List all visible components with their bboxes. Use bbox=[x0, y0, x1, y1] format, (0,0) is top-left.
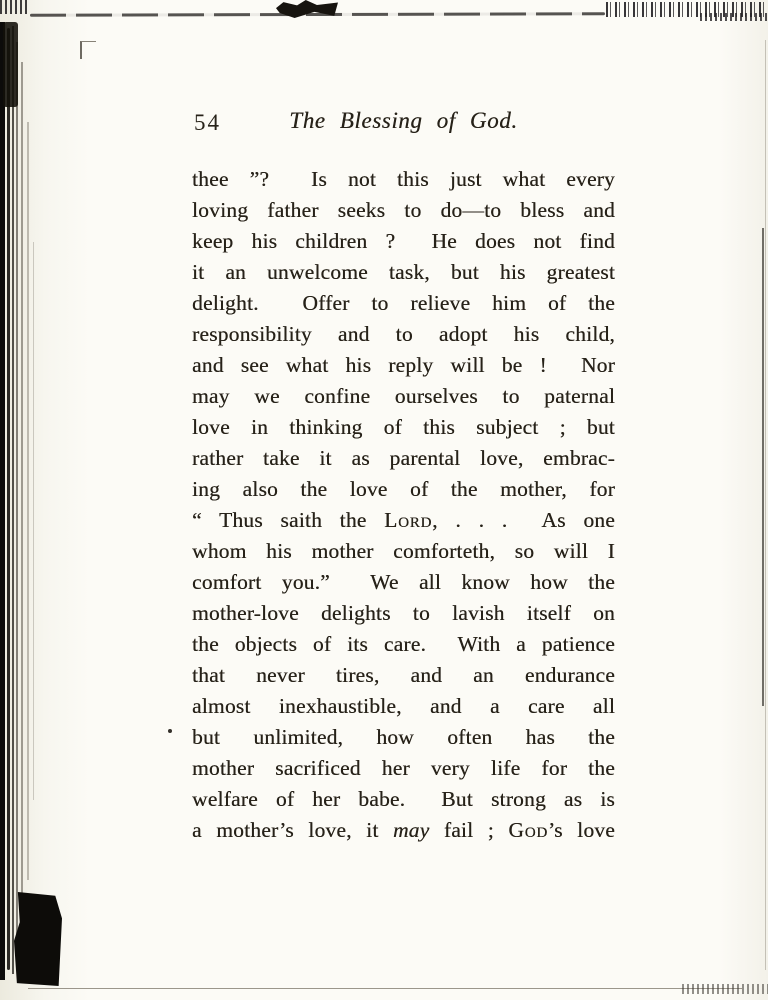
scan-artifact-stray-dot bbox=[168, 729, 172, 733]
scan-artifact-left-streak bbox=[33, 242, 34, 800]
text-line bbox=[192, 288, 615, 319]
text-segment: comfort you.” We all know how the bbox=[192, 570, 615, 594]
scan-artifact-left-top-cluster bbox=[3, 22, 18, 107]
text-line bbox=[192, 660, 615, 691]
running-title: The Blessing of God. bbox=[289, 108, 518, 133]
scan-artifact-left-streak bbox=[0, 22, 5, 980]
text-segment: God bbox=[508, 818, 548, 842]
text-line bbox=[192, 381, 615, 412]
text-segment: “ Thus saith the bbox=[192, 508, 385, 532]
text-segment: rather take it as parental love, embrac- bbox=[192, 446, 615, 470]
text-segment: Lord bbox=[384, 508, 433, 532]
text-segment: a mother’s love, it bbox=[192, 818, 393, 842]
scan-artifact-left-streak bbox=[7, 28, 10, 970]
text-segment: whom his mother comforteth, so will I bbox=[192, 539, 615, 563]
text-segment: ’s love bbox=[547, 818, 615, 842]
text-segment: love in thinking of this subject ; but bbox=[192, 415, 615, 439]
text-segment: and see what his reply will be ! Nor bbox=[192, 353, 615, 377]
text-segment: but unlimited, how often has the bbox=[192, 725, 615, 749]
text-line bbox=[192, 722, 615, 753]
text-segment: delight. Offer to relieve him of the bbox=[192, 291, 615, 315]
scan-artifact-bottom-left-blob bbox=[14, 892, 62, 986]
text-line bbox=[192, 629, 615, 660]
text-segment: fail ; bbox=[429, 818, 509, 842]
text-line bbox=[192, 443, 615, 474]
text-line bbox=[192, 164, 615, 195]
text-segment: mother-love delights to lavish itself on bbox=[192, 601, 615, 625]
scan-artifact-top-left-edge-ticks bbox=[0, 0, 28, 14]
scan-artifact-right-edge-line bbox=[762, 228, 764, 706]
text-line bbox=[192, 753, 615, 784]
scan-artifact-ink-blob bbox=[276, 0, 338, 18]
text-segment: may we confine ourselves to paternal bbox=[192, 384, 615, 408]
text-line bbox=[192, 815, 615, 846]
text-segment: responsibility and to adopt his child, bbox=[192, 322, 615, 346]
text-segment: the objects of its care. With a patience bbox=[192, 632, 615, 656]
scan-artifact-right-edge-line-faint bbox=[765, 40, 766, 970]
text-segment: loving father seeks to do—to bless and bbox=[192, 198, 615, 222]
scan-artifact-left-streak bbox=[16, 42, 18, 954]
text-segment: ing also the love of the mother, for bbox=[192, 477, 615, 501]
page-header bbox=[192, 108, 615, 142]
text-segment: welfare of her babe. But strong as is bbox=[192, 787, 615, 811]
text-segment: keep his children ? He does not find bbox=[192, 229, 615, 253]
text-segment: thee ”? Is not this just what every bbox=[192, 167, 615, 191]
text-line bbox=[192, 226, 615, 257]
text-line bbox=[192, 412, 615, 443]
text-segment: that never tires, and an endurance bbox=[192, 663, 615, 687]
text-line bbox=[192, 505, 615, 536]
scan-artifact-corner-mark bbox=[80, 41, 96, 59]
text-segment: it an unwelcome task, but his greatest bbox=[192, 260, 615, 284]
scan-artifact-top-right-edge-ticks-2 bbox=[700, 13, 768, 21]
scan-artifact-left-streak bbox=[27, 122, 29, 880]
text-line bbox=[192, 257, 615, 288]
scan-artifact-bottom-right-ticks bbox=[682, 984, 768, 994]
text-segment: , . . . As one bbox=[432, 508, 615, 532]
scan-artifact-bottom-line bbox=[28, 988, 742, 989]
text-line bbox=[192, 350, 615, 381]
text-segment: mother sacrificed her very life for the bbox=[192, 756, 615, 780]
text-segment: almost inexhaustible, and a care all bbox=[192, 694, 615, 718]
scan-artifact-left-streak bbox=[21, 62, 23, 930]
text-line bbox=[192, 195, 615, 226]
scan-artifact-top-dashed-line bbox=[30, 12, 605, 17]
scan-artifact-top-right-edge-ticks bbox=[606, 2, 768, 17]
text-line bbox=[192, 784, 615, 815]
text-line bbox=[192, 474, 615, 505]
page-content bbox=[192, 108, 615, 846]
text-line bbox=[192, 598, 615, 629]
body-text bbox=[192, 164, 615, 846]
text-line bbox=[192, 567, 615, 598]
text-line bbox=[192, 536, 615, 567]
scan-artifact-left-streak bbox=[12, 26, 14, 974]
text-segment: may bbox=[392, 818, 430, 842]
text-line bbox=[192, 691, 615, 722]
text-line bbox=[192, 319, 615, 350]
page-number: 54 bbox=[194, 110, 221, 135]
